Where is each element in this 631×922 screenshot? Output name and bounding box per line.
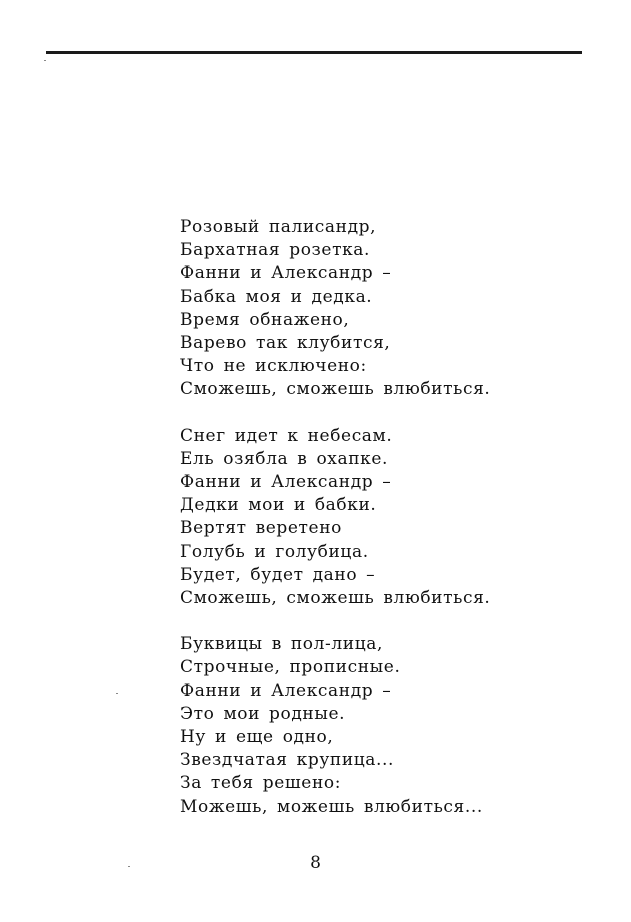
poem-line: Буквицы в пол-лица, xyxy=(180,634,383,655)
poem-line: Что не исключено: xyxy=(180,356,367,377)
poem xyxy=(180,216,490,819)
poem-line: Строчные, прописные. xyxy=(180,657,401,678)
poem-line: Можешь, можешь влюбиться... xyxy=(180,796,483,817)
stanza-1 xyxy=(180,216,490,402)
top-rule xyxy=(46,51,582,54)
poem-line: Сможешь, сможешь влюбиться. xyxy=(180,379,491,400)
poem-line: Ель озябла в охапке. xyxy=(180,448,389,469)
page-number: 8 xyxy=(310,853,321,873)
poem-line: Бабка моя и дедка. xyxy=(180,286,373,307)
poem-line: За тебя решено: xyxy=(180,773,342,794)
poem-line: Вертят веретено xyxy=(180,518,342,539)
stanza-2 xyxy=(180,425,490,611)
poem-line: Снег идет к небесам. xyxy=(180,425,393,446)
scan-speck xyxy=(44,60,46,61)
poem-line: Сможешь, сможешь влюбиться. xyxy=(180,588,491,609)
poem-line: Розовый палисандр, xyxy=(180,217,377,237)
scan-speck xyxy=(116,693,118,694)
poem-line: Дедки мои и бабки. xyxy=(180,495,377,516)
poem-line: Бархатная розетка. xyxy=(180,240,371,261)
poem-line: Будет, будет дано – xyxy=(180,564,376,585)
poem-line: Звездчатая крупица... xyxy=(180,750,395,771)
poem-line: Фанни и Александр – xyxy=(180,680,392,701)
poem-line: Голубь и голубица. xyxy=(180,541,369,562)
poem-line: Ну и еще одно, xyxy=(180,727,334,748)
poem-line: Время обнажено, xyxy=(180,309,350,330)
poem-line: Фанни и Александр – xyxy=(180,263,392,284)
poem-line: Это мои родные. xyxy=(180,703,346,724)
poem-line: Фанни и Александр – xyxy=(180,472,392,493)
poem-line: Варево так клубится, xyxy=(180,333,391,354)
stanza-3 xyxy=(180,633,490,819)
